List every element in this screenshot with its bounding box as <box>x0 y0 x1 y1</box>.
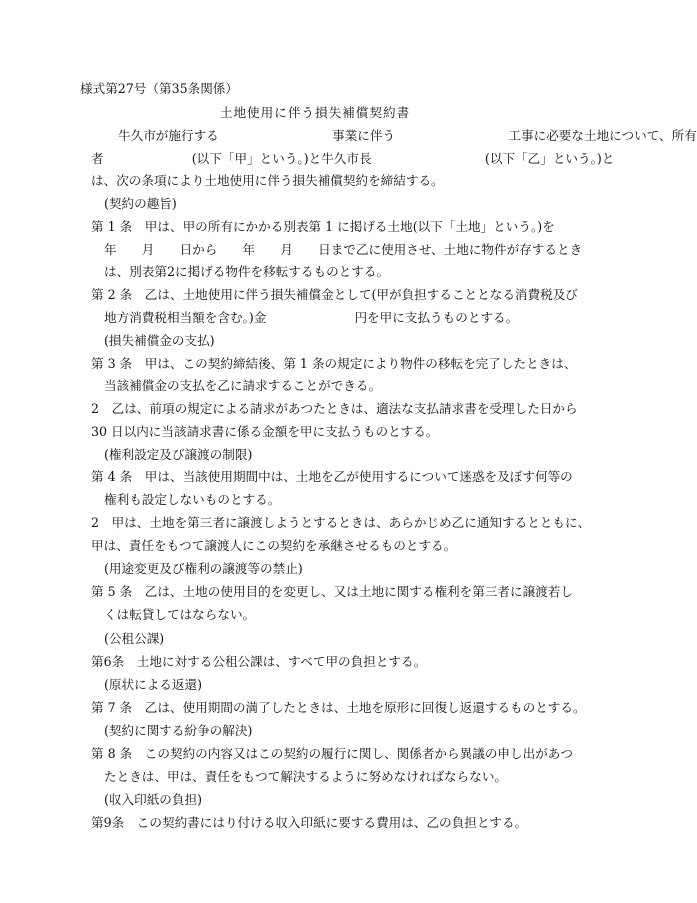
article-line: 第 2 条 乙は、土地使用に伴う損失補償金として(甲が負担することとなる消費税及び <box>91 287 578 302</box>
article-heading: (損失補償金の支払) <box>104 333 215 348</box>
article-line: 地方消費税相当額を含む。)金 円を甲に支払うものとする。 <box>104 310 519 325</box>
article-line: 第 4 条 甲は、当該使用期間中は、土地を乙が使用するについて迷惑を及ぼす何等の <box>91 469 573 484</box>
article-line: 当該補償金の支払を乙に請求することができる。 <box>104 378 382 393</box>
article-line: 第 5 条 乙は、土地の使用目的を変更し、又は土地に関する権利を第三者に譲渡若し <box>91 584 573 599</box>
article-line: 権利も設定しないものとする。 <box>104 492 281 507</box>
preamble-line: は、次の条項により土地使用に伴う損失補償契約を締結する。 <box>91 173 444 188</box>
document-title: 土地使用に伴う損失補償契約書 <box>219 105 411 120</box>
article-heading: (契約の趣旨) <box>104 196 177 211</box>
article-heading: (公租公課) <box>104 631 165 646</box>
article-line: 2 甲は、土地を第三者に譲渡しようとするときは、あらかじめ乙に通知するとともに、 <box>91 515 591 530</box>
article-line: 甲は、責任をもつて譲渡人にこの契約を承継させるものとする。 <box>91 538 457 553</box>
article-line: 第 1 条 甲は、甲の所有にかかる別表第 1 に掲げる土地(以下「土地」という。)を <box>91 219 555 234</box>
form-number: 様式第27号（第35条関係） <box>80 81 238 96</box>
article-heading: (収入印紙の負担) <box>104 792 202 807</box>
preamble-line: 牛久市が施行する 事業に伴う 工事に必要な土地について、所有 <box>118 128 697 143</box>
article-heading: (用途変更及び権利の譲渡等の禁止) <box>104 561 303 576</box>
article-line: は、別表第2に掲げる物件を移転するものとする。 <box>104 264 390 279</box>
article-line: 第 7 条 乙は、使用期間の満了したときは、土地を原形に回復し返還するものとする。 <box>91 700 586 715</box>
preamble-line: 者 (以下「甲」という。)と牛久市長 (以下「乙」という。)と <box>91 151 615 166</box>
article-line: 第6条 土地に対する公租公課は、すべて甲の負担とする。 <box>91 654 427 669</box>
article-heading: (権利設定及び譲渡の制限) <box>104 447 253 462</box>
article-line: 第 3 条 甲は、この契約締結後、第 1 条の規定により物件の移転を完了したときは、 <box>91 356 577 371</box>
article-line: 第9条 この契約書にはり付ける収入印紙に要する費用は、乙の負担とする。 <box>91 815 528 830</box>
article-line: たときは、甲は、責任をもつて解決するように努めなければならない。 <box>104 769 507 784</box>
article-line: 30 日以内に当該請求書に係る金額を甲に支払うものとする。 <box>91 424 439 439</box>
article-line: 第 8 条 この契約の内容又はこの契約の履行に関し、関係者から異議の申し出があつ <box>91 746 573 761</box>
article-line: 2 乙は、前項の規定による請求があつたときは、適法な支払請求書を受理した日から <box>91 401 578 416</box>
article-line: くは転貸してはならない。 <box>104 607 256 622</box>
article-heading: (契約に関する紛争の解決) <box>104 723 253 738</box>
article-line: 年 月 日から 年 月 日まで乙に使用させ、土地に物件が存するとき <box>104 242 583 257</box>
article-heading: (原状による返還) <box>104 677 202 692</box>
